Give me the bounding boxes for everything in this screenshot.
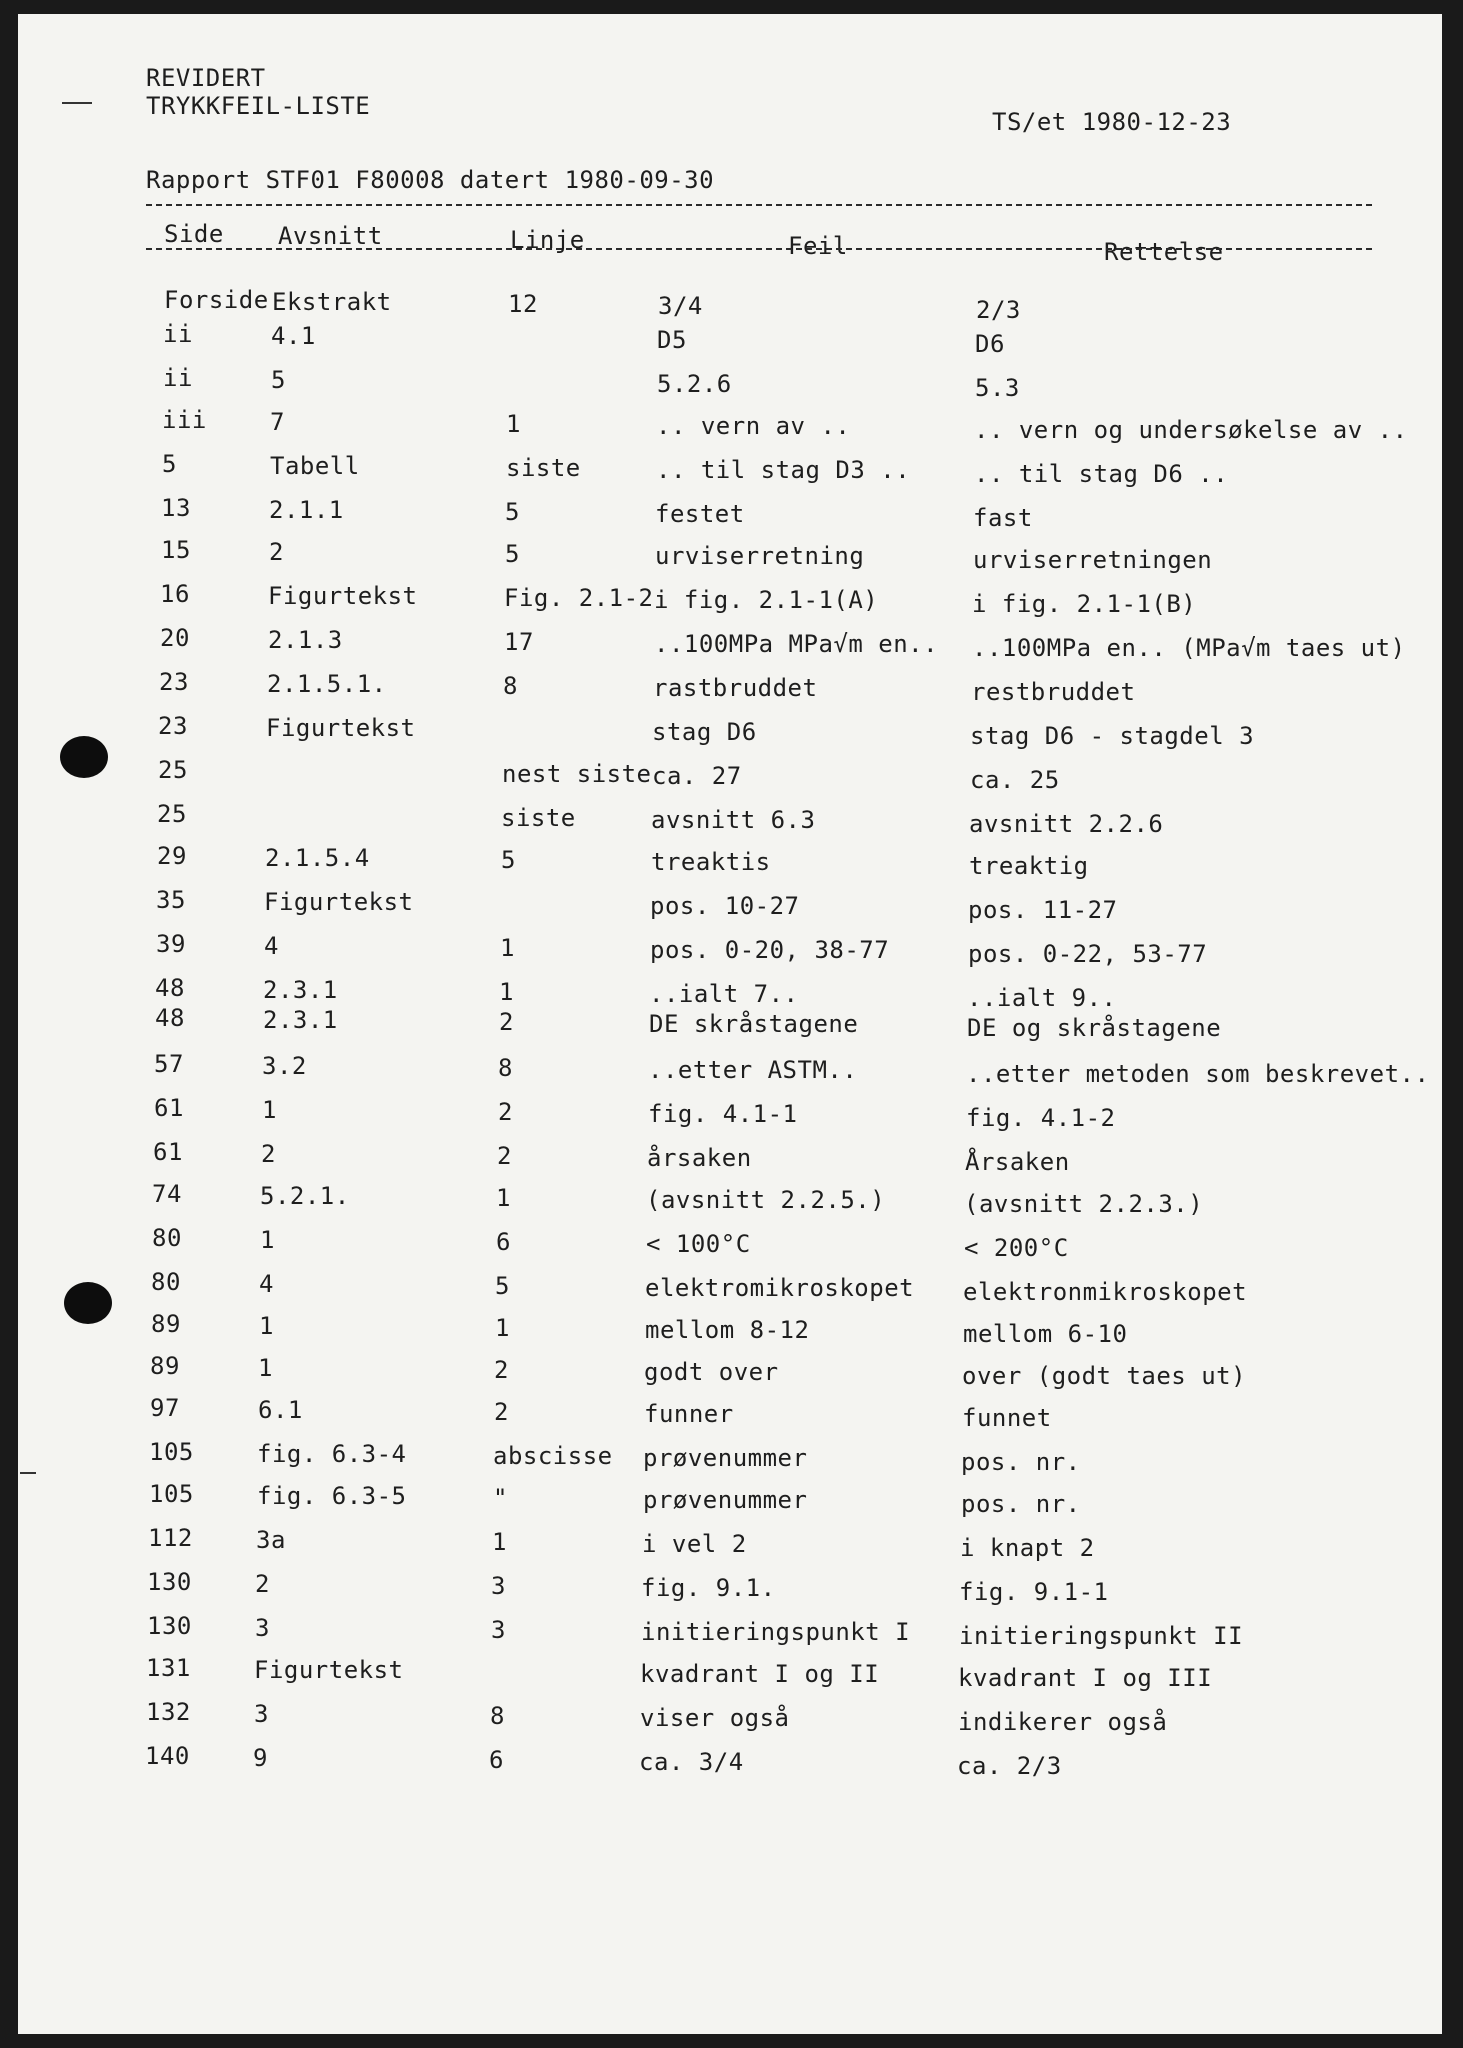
cell-side: ii — [163, 320, 193, 348]
cell-feil: ca. 27 — [652, 762, 742, 790]
cell-rettelse: ..ialt 9.. — [967, 984, 1117, 1012]
cell-linje: 8 — [498, 1054, 513, 1082]
cell-rettelse: over (godt taes ut) — [962, 1362, 1247, 1390]
cell-avsnitt: 2 — [269, 538, 284, 566]
cell-avsnitt: 6.1 — [258, 1396, 303, 1424]
cell-linje: 1 — [500, 934, 515, 962]
cell-rettelse: fig. 4.1-2 — [966, 1104, 1116, 1132]
cell-avsnitt: Figurtekst — [268, 582, 418, 610]
cell-feil: pos. 0-20, 38-77 — [650, 936, 890, 964]
cell-rettelse: avsnitt 2.2.6 — [969, 810, 1164, 838]
cell-linje: 1 — [506, 410, 521, 438]
cell-rettelse: 5.3 — [975, 374, 1020, 402]
cell-linje: 5 — [495, 1272, 510, 1300]
cell-avsnitt: 3 — [254, 1700, 269, 1728]
cell-side: 15 — [161, 536, 191, 564]
header-title: TRYKKFEIL-LISTE — [146, 92, 371, 120]
cell-avsnitt: 4 — [259, 1270, 274, 1298]
cell-rettelse: pos. 0-22, 53-77 — [968, 940, 1208, 968]
cell-rettelse: .. vern og undersøkelse av .. — [974, 416, 1408, 444]
cell-avsnitt: 2.1.3 — [268, 626, 343, 654]
cell-avsnitt: Figurtekst — [264, 888, 414, 916]
cell-side: 35 — [156, 886, 186, 914]
cell-side: 16 — [160, 580, 190, 608]
cell-rettelse: fig. 9.1-1 — [959, 1578, 1109, 1606]
document-page — [18, 14, 1442, 2034]
cell-rettelse: kvadrant I og III — [958, 1664, 1213, 1692]
cell-side: 131 — [146, 1654, 191, 1682]
cell-side: 39 — [156, 930, 186, 958]
cell-linje: nest siste — [502, 760, 652, 788]
cell-linje: 5 — [501, 846, 516, 874]
cell-feil: .. vern av .. — [656, 412, 851, 440]
cell-feil: prøvenummer — [643, 1444, 808, 1472]
cell-rettelse: Årsaken — [965, 1148, 1070, 1176]
cell-linje: 2 — [494, 1356, 509, 1384]
cell-feil: ..ialt 7.. — [649, 980, 799, 1008]
cell-linje: Fig. 2.1-2 — [504, 584, 654, 612]
divider — [146, 204, 1372, 206]
cell-side: 89 — [150, 1352, 180, 1380]
divider — [146, 248, 1372, 250]
cell-linje: 12 — [508, 290, 538, 318]
cell-feil: fig. 9.1. — [641, 1574, 776, 1602]
cell-linje: 2 — [498, 1098, 513, 1126]
column-header-linje: Linje — [510, 226, 585, 254]
cell-feil: fig. 4.1-1 — [648, 1100, 798, 1128]
cell-side: 132 — [146, 1698, 191, 1726]
cell-feil: treaktis — [651, 848, 771, 876]
cell-feil: initieringspunkt I — [641, 1618, 911, 1646]
cell-feil: pos. 10-27 — [650, 892, 800, 920]
cell-avsnitt: fig. 6.3-4 — [257, 1440, 407, 1468]
cell-feil: prøvenummer — [643, 1486, 808, 1514]
cell-avsnitt: 4 — [264, 932, 279, 960]
cell-avsnitt: 1 — [262, 1096, 277, 1124]
header-reference: TS/et 1980-12-23 — [992, 108, 1232, 136]
cell-side: 20 — [160, 624, 190, 652]
cell-rettelse: fast — [973, 504, 1033, 532]
cell-side: 89 — [151, 1310, 181, 1338]
column-header-rettelse: Rettelse — [1104, 238, 1224, 266]
cell-side: 130 — [147, 1568, 192, 1596]
cell-side: 112 — [148, 1524, 193, 1552]
cell-rettelse: mellom 6-10 — [963, 1320, 1128, 1348]
cell-feil: ..etter ASTM.. — [648, 1056, 858, 1084]
cell-linje: 6 — [496, 1228, 511, 1256]
cell-avsnitt: 1 — [260, 1226, 275, 1254]
cell-side: 80 — [152, 1224, 182, 1252]
cell-side: ii — [163, 364, 193, 392]
cell-avsnitt: 1 — [259, 1312, 274, 1340]
report-line: Rapport STF01 F80008 datert 1980-09-30 — [146, 166, 715, 194]
cell-rettelse: indikerer også — [958, 1708, 1168, 1736]
cell-feil: i vel 2 — [642, 1530, 747, 1558]
cell-linje: 2 — [494, 1398, 509, 1426]
cell-feil: i fig. 2.1-1(A) — [654, 586, 879, 614]
cell-avsnitt: 2.1.1 — [269, 496, 344, 524]
cell-rettelse: ..100MPa en.. (MPa√m taes ut) — [972, 634, 1406, 662]
cell-side: 29 — [157, 842, 187, 870]
cell-side: 105 — [149, 1480, 194, 1508]
cell-rettelse: funnet — [962, 1404, 1052, 1432]
cell-feil: stag D6 — [652, 718, 757, 746]
cell-avsnitt: 2.3.1 — [263, 976, 338, 1004]
cell-linje: 8 — [503, 672, 518, 700]
cell-side: 23 — [158, 712, 188, 740]
margin-mark — [62, 102, 92, 104]
cell-rettelse: ca. 2/3 — [957, 1752, 1062, 1780]
cell-rettelse: pos. nr. — [961, 1448, 1081, 1476]
cell-side: 23 — [159, 668, 189, 696]
cell-rettelse: ca. 25 — [970, 766, 1060, 794]
cell-side: 13 — [161, 494, 191, 522]
cell-avsnitt: Ekstrakt — [272, 288, 392, 316]
cell-linje: 8 — [490, 1702, 505, 1730]
cell-rettelse: pos. 11-27 — [968, 896, 1118, 924]
column-header-side: Side — [164, 220, 224, 248]
cell-side: Forside — [164, 286, 269, 314]
cell-avsnitt: 3.2 — [262, 1052, 307, 1080]
cell-side: iii — [162, 406, 207, 434]
cell-feil: funner — [644, 1400, 734, 1428]
cell-feil: rastbruddet — [653, 674, 818, 702]
cell-side: 61 — [153, 1138, 183, 1166]
column-header-avsnitt: Avsnitt — [278, 222, 383, 250]
cell-side: 25 — [158, 756, 188, 784]
cell-side: 74 — [152, 1180, 182, 1208]
cell-linje: 1 — [499, 978, 514, 1006]
cell-avsnitt: 3 — [255, 1614, 270, 1642]
cell-side: 48 — [155, 974, 185, 1002]
cell-side: 61 — [154, 1094, 184, 1122]
punch-hole — [60, 736, 108, 778]
cell-avsnitt: 1 — [258, 1354, 273, 1382]
cell-feil: festet — [655, 500, 745, 528]
cell-linje: 3 — [491, 1572, 506, 1600]
cell-side: 130 — [147, 1612, 192, 1640]
cell-avsnitt: 9 — [253, 1744, 268, 1772]
cell-linje: 6 — [489, 1746, 504, 1774]
cell-side: 57 — [154, 1050, 184, 1078]
cell-rettelse: (avsnitt 2.2.3.) — [964, 1190, 1204, 1218]
cell-feil: .. til stag D3 .. — [656, 456, 911, 484]
cell-avsnitt: Tabell — [270, 452, 360, 480]
cell-linje: 17 — [504, 628, 534, 656]
cell-avsnitt: 7 — [270, 408, 285, 436]
cell-linje: 5 — [505, 540, 520, 568]
cell-linje: siste — [501, 804, 576, 832]
cell-feil: 5.2.6 — [657, 370, 732, 398]
cell-side: 5 — [162, 450, 177, 478]
cell-rettelse: D6 — [975, 330, 1005, 358]
cell-linje: abscisse — [493, 1442, 613, 1470]
cell-avsnitt: 4.1 — [271, 322, 316, 350]
cell-linje: 1 — [495, 1314, 510, 1342]
cell-feil: ..100MPa MPa√m en.. — [654, 630, 939, 658]
cell-avsnitt: 2 — [261, 1140, 276, 1168]
cell-side: 97 — [150, 1394, 180, 1422]
cell-avsnitt: 2.3.1 — [263, 1006, 338, 1034]
cell-linje: 5 — [505, 498, 520, 526]
cell-linje: 2 — [499, 1008, 514, 1036]
cell-feil: (avsnitt 2.2.5.) — [646, 1186, 886, 1214]
cell-feil: kvadrant I og II — [640, 1660, 880, 1688]
cell-linje: 1 — [492, 1528, 507, 1556]
cell-linje: 1 — [496, 1184, 511, 1212]
cell-avsnitt: 3a — [256, 1526, 286, 1554]
cell-feil: urviserretning — [655, 542, 865, 570]
cell-feil: D5 — [657, 326, 687, 354]
cell-feil: avsnitt 6.3 — [651, 806, 816, 834]
cell-side: 80 — [151, 1268, 181, 1296]
cell-rettelse: 2/3 — [976, 296, 1021, 324]
cell-rettelse: restbruddet — [971, 678, 1136, 706]
cell-feil: DE skråstagene — [649, 1010, 859, 1038]
header-revidert: REVIDERT — [146, 64, 266, 92]
cell-rettelse: .. til stag D6 .. — [974, 460, 1229, 488]
margin-mark — [20, 1472, 36, 1474]
cell-avsnitt: 2.1.5.4 — [265, 844, 370, 872]
cell-feil: ca. 3/4 — [639, 1748, 744, 1776]
cell-feil: godt over — [644, 1358, 779, 1386]
cell-rettelse: stag D6 - stagdel 3 — [970, 722, 1255, 750]
cell-rettelse: urviserretningen — [973, 546, 1213, 574]
cell-linje: 3 — [491, 1616, 506, 1644]
cell-feil: elektromikroskopet — [645, 1274, 915, 1302]
cell-rettelse: initieringspunkt II — [959, 1622, 1244, 1650]
cell-avsnitt: 5 — [271, 366, 286, 394]
cell-avsnitt: fig. 6.3-5 — [257, 1482, 407, 1510]
cell-rettelse: ..etter metoden som beskrevet.. — [966, 1060, 1430, 1088]
cell-avsnitt: 2 — [255, 1570, 270, 1598]
cell-rettelse: i knapt 2 — [960, 1534, 1095, 1562]
cell-feil: 3/4 — [658, 292, 703, 320]
cell-feil: viser også — [640, 1704, 790, 1732]
cell-linje: 2 — [497, 1142, 512, 1170]
cell-avsnitt: 5.2.1. — [260, 1182, 350, 1210]
cell-side: 105 — [149, 1438, 194, 1466]
cell-rettelse: treaktig — [969, 852, 1089, 880]
cell-side: 48 — [155, 1004, 185, 1032]
cell-rettelse: DE og skråstagene — [967, 1014, 1222, 1042]
cell-linje: siste — [506, 454, 581, 482]
cell-rettelse: i fig. 2.1-1(B) — [972, 590, 1197, 618]
cell-avsnitt: Figurtekst — [254, 1656, 404, 1684]
cell-linje: " — [493, 1484, 508, 1512]
cell-side: 140 — [145, 1742, 190, 1770]
cell-feil: årsaken — [647, 1144, 752, 1172]
cell-avsnitt: Figurtekst — [266, 714, 416, 742]
cell-rettelse: elektronmikroskopet — [963, 1278, 1248, 1306]
column-header-feil: Feil — [788, 232, 848, 260]
cell-avsnitt: 2.1.5.1. — [267, 670, 387, 698]
cell-side: 25 — [157, 800, 187, 828]
cell-feil: < 100°C — [646, 1230, 751, 1258]
punch-hole — [64, 1282, 112, 1324]
cell-feil: mellom 8-12 — [645, 1316, 810, 1344]
cell-rettelse: < 200°C — [964, 1234, 1069, 1262]
cell-rettelse: pos. nr. — [961, 1490, 1081, 1518]
